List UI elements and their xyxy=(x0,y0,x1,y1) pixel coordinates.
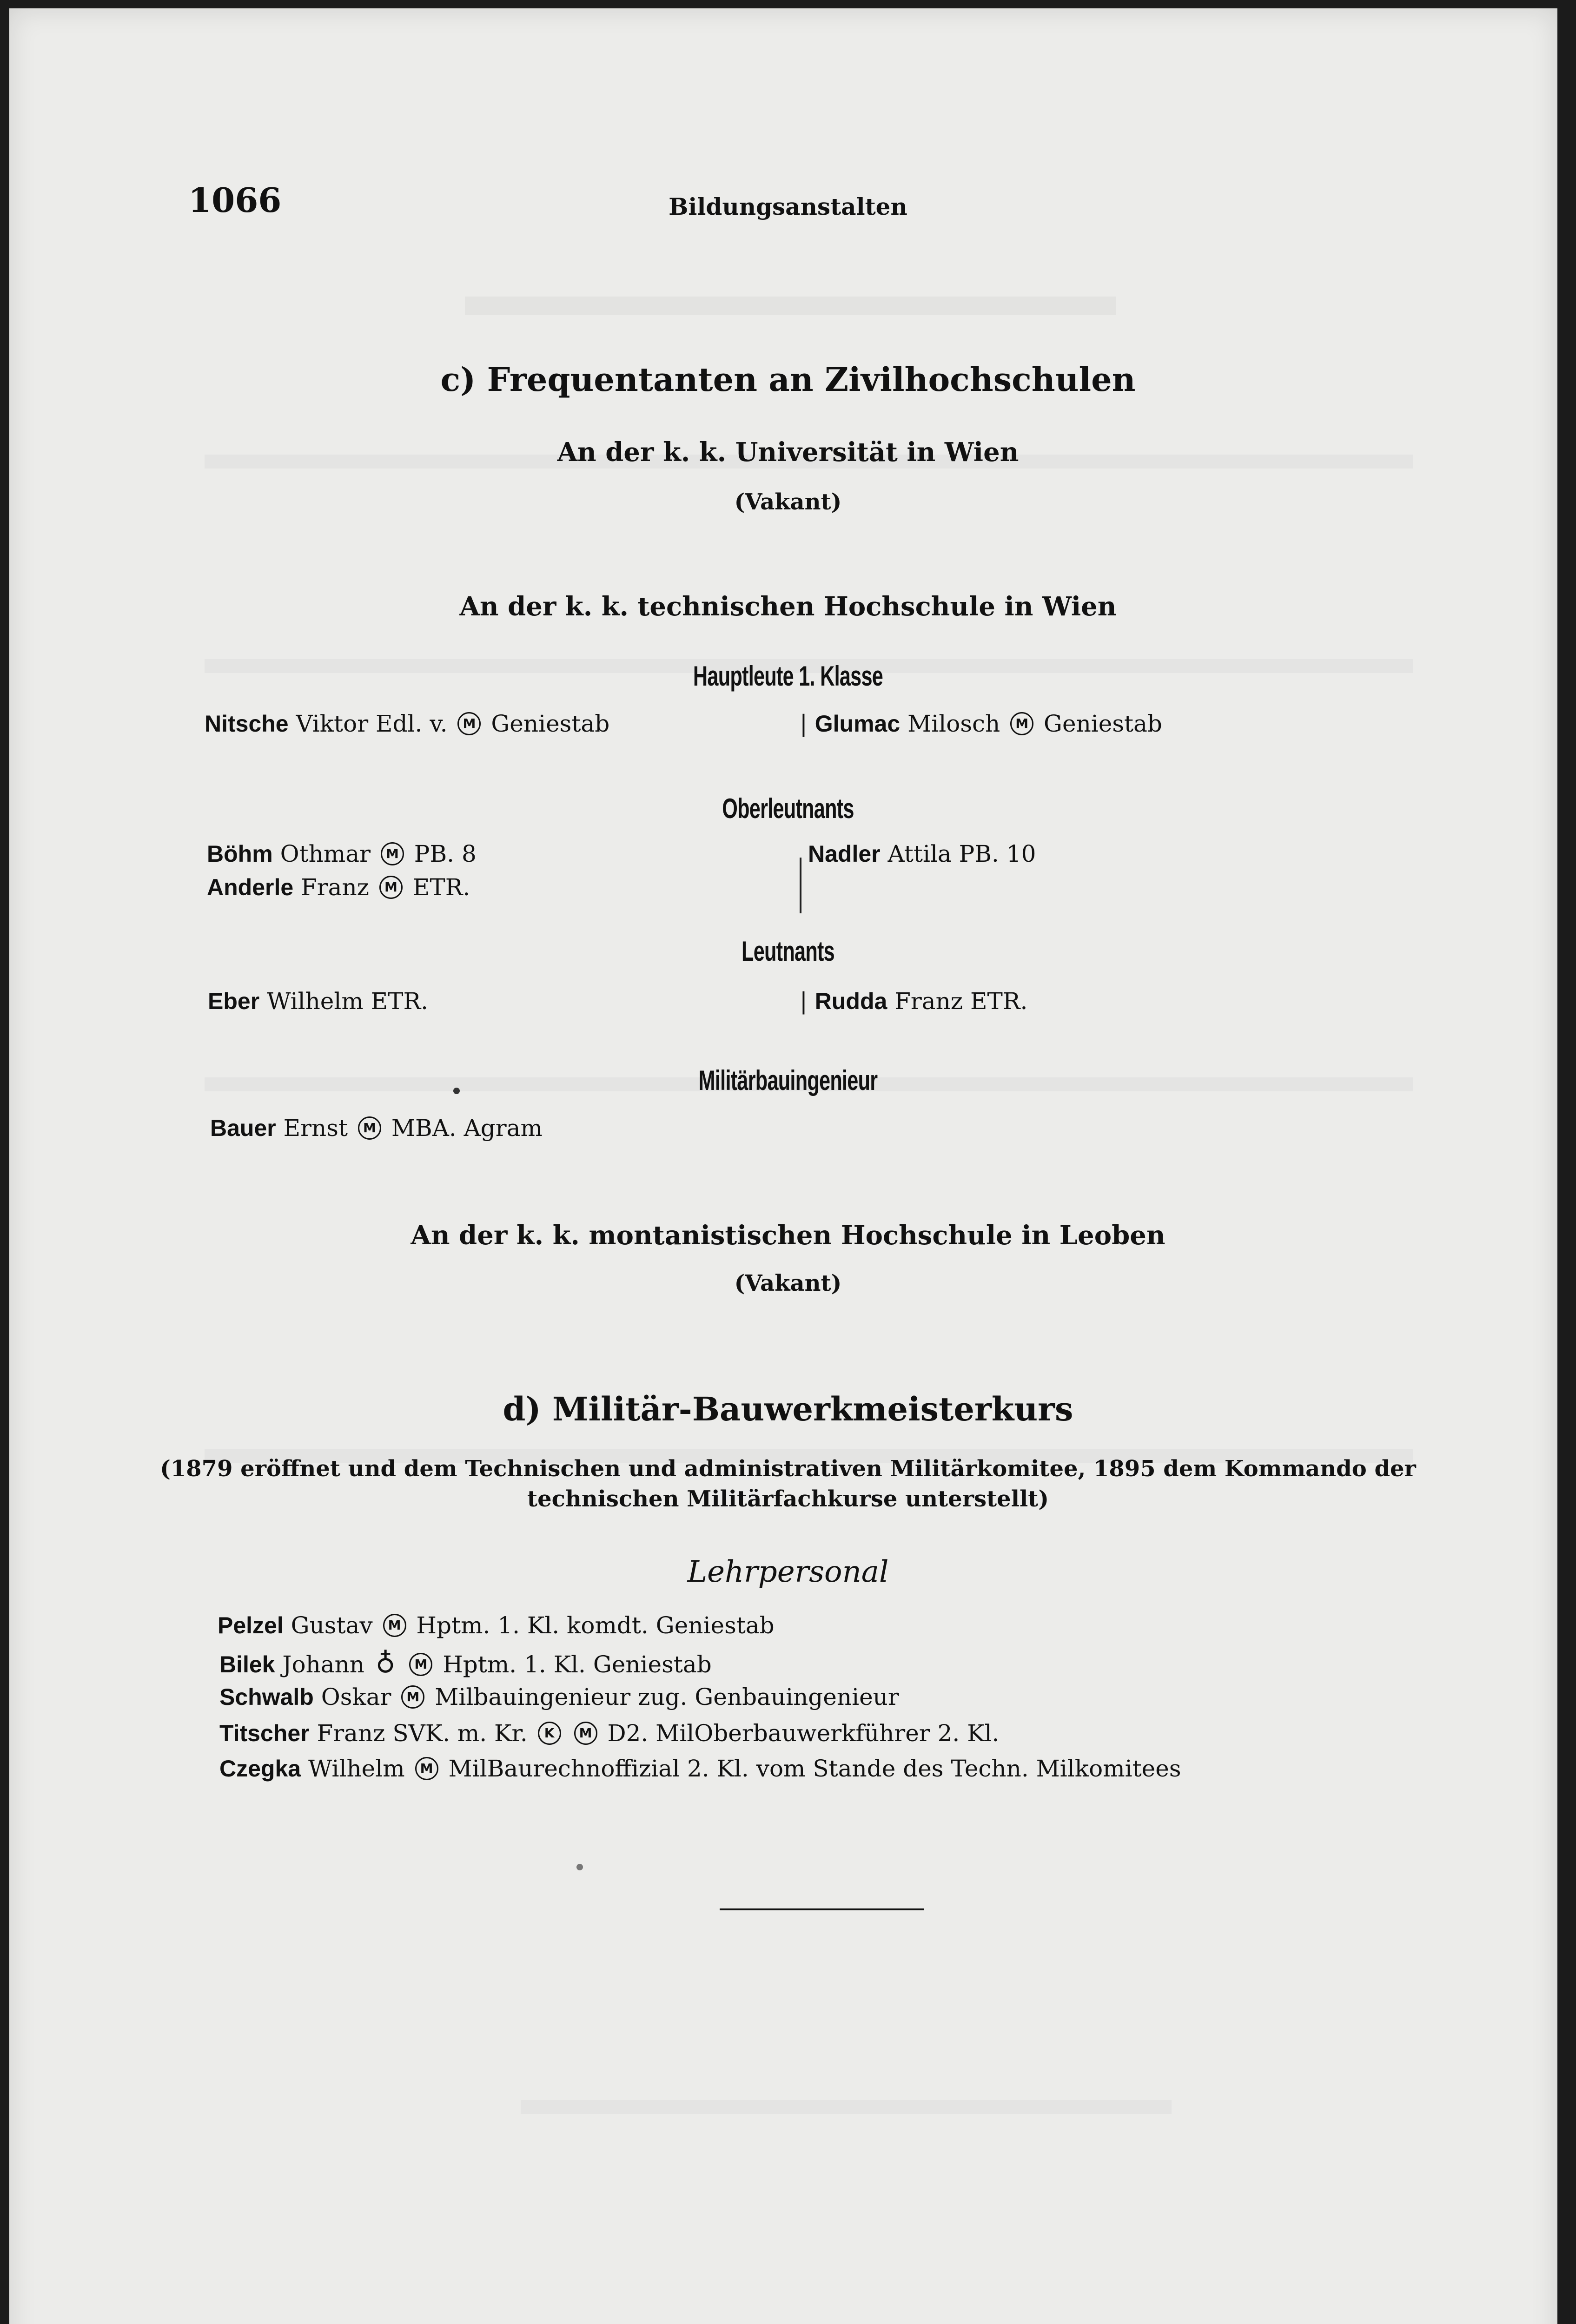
staff-czegka xyxy=(219,1755,1181,1782)
page-sheet xyxy=(9,8,1557,2324)
entry-nitsche xyxy=(205,710,609,737)
order-m-icon: M xyxy=(379,876,403,899)
entry-text: ETR. xyxy=(412,874,470,901)
uni-wien-heading: An der k. k. Universität in Wien xyxy=(557,437,1019,468)
entry-eber xyxy=(208,988,428,1015)
order-m-icon: M xyxy=(1010,712,1033,735)
entry-boehm xyxy=(207,840,477,867)
entry-text: Geniestab xyxy=(491,710,610,737)
entry-text: Franz ETR. xyxy=(894,988,1028,1015)
entry-surname: Rudda xyxy=(814,988,887,1014)
entry-glumac xyxy=(800,710,1162,737)
bleed-through-block xyxy=(521,2100,1172,2114)
entry-surname: Eber xyxy=(208,988,260,1014)
staff-titscher xyxy=(219,1720,999,1747)
entry-surname: Czegka xyxy=(219,1756,301,1782)
uni-wien-status: (Vakant) xyxy=(734,489,842,515)
rank-heading-oberleutnants: Oberleutnants xyxy=(722,793,854,824)
section-d-note-line1: (1879 eröffnet und dem Technischen und administrativen Militärkomitee, 1895 dem Kommando der xyxy=(160,1456,1416,1482)
entry-text: Hptm. 1. Kl. Geniestab xyxy=(443,1651,712,1678)
entry-surname: Pelzel xyxy=(218,1612,284,1638)
order-m-icon: M xyxy=(409,1653,432,1676)
order-m-icon: M xyxy=(415,1757,438,1780)
section-d-note-line2: technischen Militärfachkurse unterstellt) xyxy=(527,1486,1049,1512)
entry-text: Wilhelm ETR. xyxy=(267,988,429,1015)
entry-text: PB. 8 xyxy=(414,840,477,867)
order-m-icon: M xyxy=(574,1722,597,1745)
section-c-title: c) Frequentanten an Zivilhochschulen xyxy=(440,360,1136,399)
entry-surname: Anderle xyxy=(207,874,294,900)
order-m-icon: M xyxy=(358,1116,381,1140)
medal-icon: ♁ xyxy=(375,1647,396,1679)
leoben-status: (Vakant) xyxy=(734,1270,842,1296)
bleed-through-block xyxy=(465,297,1116,315)
leoben-heading: An der k. k. montanistischen Hochschule in Leoben xyxy=(411,1220,1165,1251)
rank-heading-hauptleute: Hauptleute 1. Klasse xyxy=(693,660,883,692)
order-k-icon: K xyxy=(538,1722,561,1745)
entry-text: MilBaurechnoffizial 2. Kl. vom Stande des Techn. Milkomitees xyxy=(448,1755,1181,1782)
lehrpersonal-subhead: Lehrpersonal xyxy=(687,1555,889,1589)
entry-text: D2. MilOberbauwerkführer 2. Kl. xyxy=(607,1720,1000,1747)
entry-surname: Titscher xyxy=(219,1720,310,1746)
entry-surname: Glumac xyxy=(814,711,901,737)
page-number: 1066 xyxy=(188,180,282,220)
order-m-icon: M xyxy=(381,842,404,865)
staff-pelzel xyxy=(218,1612,775,1639)
entry-text: Oskar xyxy=(321,1684,391,1710)
entry-text: MBA. Agram xyxy=(391,1115,543,1142)
entry-text: Milbauingenieur zug. Genbauingenieur xyxy=(435,1684,899,1710)
running-title: Bildungsanstalten xyxy=(669,193,907,220)
entry-surname: Nadler xyxy=(808,841,881,867)
entry-surname: Nitsche xyxy=(205,711,289,737)
staff-schwalb xyxy=(219,1684,899,1710)
order-m-icon: M xyxy=(383,1614,406,1637)
entry-text: Gustav xyxy=(291,1612,373,1639)
entry-surname: Böhm xyxy=(207,841,273,867)
order-m-icon: M xyxy=(457,712,481,735)
entry-surname: Bauer xyxy=(210,1115,276,1141)
entry-text: Johann xyxy=(282,1651,364,1678)
entry-text: Viktor Edl. v. xyxy=(296,710,448,737)
entry-bauer xyxy=(210,1115,543,1142)
entry-text: Franz SVK. m. Kr. xyxy=(317,1720,528,1747)
entry-text: Milosch xyxy=(907,710,1000,737)
speck-dot xyxy=(576,1864,583,1870)
entry-text: Othmar xyxy=(280,840,371,867)
entry-nadler xyxy=(808,840,1036,867)
entry-rudda xyxy=(800,988,1027,1015)
entry-surname: Schwalb xyxy=(219,1684,314,1710)
entry-text: Attila PB. 10 xyxy=(887,840,1036,867)
staff-bilek xyxy=(219,1647,712,1679)
entry-text: Franz xyxy=(301,874,370,901)
rank-heading-leutnants: Leutnants xyxy=(742,936,834,967)
entry-text: Ernst xyxy=(283,1115,348,1142)
order-m-icon: M xyxy=(401,1685,424,1709)
entry-text: Geniestab xyxy=(1044,710,1162,737)
section-d-title: d) Militär-Bauwerkmeisterkurs xyxy=(503,1390,1073,1428)
entry-surname: Bilek xyxy=(219,1651,275,1677)
rank-heading-militaerbauingenieur: Militärbauingenieur xyxy=(698,1065,878,1096)
column-bar: | xyxy=(800,710,815,737)
column-bar: | xyxy=(800,988,815,1015)
entry-text: Hptm. 1. Kl. komdt. Geniestab xyxy=(416,1612,775,1639)
entry-anderle xyxy=(207,874,470,901)
column-divider xyxy=(800,858,801,913)
closing-rule xyxy=(720,1908,924,1910)
entry-text: Wilhelm xyxy=(308,1755,405,1782)
th-wien-heading: An der k. k. technischen Hochschule in Wien xyxy=(459,591,1117,622)
